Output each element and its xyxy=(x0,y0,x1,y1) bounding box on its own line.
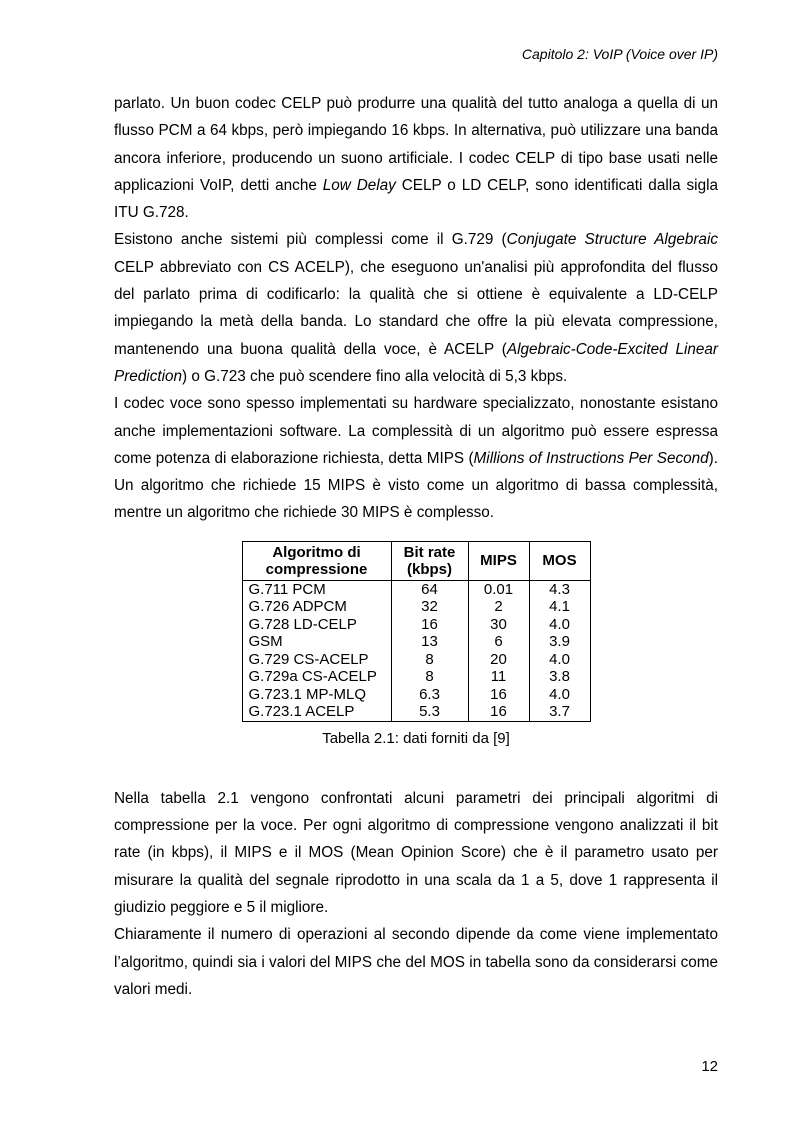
paragraph xyxy=(114,90,718,226)
table-body xyxy=(242,580,590,721)
cell-mips: 2 xyxy=(468,598,529,616)
text-run: CELP abbreviato con CS ACELP), che eseguono un'analisi più approfondita del flusso del parlato prima di codificarlo: la qualità che si ottiene è equivalente a LD-CELP impiegando la metà della banda. Lo standard che offre la più elevata compressione, mantenendo una buona qualità della voce, è ACELP ( xyxy=(114,258,718,358)
text-run: parlato. Un buon codec CELP può produrre una qualità del tutto analoga a quella di un flusso PCM a 64 kbps, però impiegando 16 kbps. In alternativa, può utilizzare una banda ancora inferiore, producendo un suono artificiale. I codec CELP di tipo base usati nelle applicazioni VoIP, detti anche xyxy=(114,95,718,194)
cell-algorithm: G.726 ADPCM xyxy=(242,598,391,616)
text-run: ). Un algoritmo che richiede 15 MIPS è visto come un algoritmo di bassa complessità, mentre un algoritmo che richiede 30 MIPS è complesso. xyxy=(114,449,718,522)
cell-bitrate: 32 xyxy=(391,598,468,616)
cell-mips: 6 xyxy=(468,633,529,651)
cell-mips: 30 xyxy=(468,616,529,634)
table-row xyxy=(242,651,590,669)
text-run: CELP o LD CELP, sono identificati dalla sigla ITU G.728. xyxy=(114,176,718,222)
cell-mos: 4.0 xyxy=(529,651,590,669)
cell-mos: 3.7 xyxy=(529,703,590,721)
paragraph xyxy=(114,226,718,390)
cell-algorithm: G.729a CS-ACELP xyxy=(242,668,391,686)
cell-bitrate: 8 xyxy=(391,651,468,669)
text-run: ) o G.723 che può scendere fino alla velocità di 5,3 kbps. xyxy=(182,367,568,385)
text-run: I codec voce sono spesso implementati su hardware specializzato, nonostante esistano anche implementazioni software. La complessità di un algoritmo può essere espressa come potenza di elaborazione richiesta, detta MIPS ( xyxy=(114,395,718,467)
codec-comparison-table xyxy=(242,541,591,722)
text-run: Nella tabella 2.1 vengono confrontati alcuni parametri dei principali algoritmi di compressione per la voce. Per ogni algoritmo di compressione vengono analizzati il bit rate (in kbps), il MIPS e il MOS (Mean Opinion Score) che è il parametro usato per misurare la qualità del segnale riprodotto in una scala da 1 a 5, dove 1 rappresenta il giudizio peggiore e 5 il migliore. xyxy=(114,789,718,916)
cell-bitrate: 6.3 xyxy=(391,686,468,704)
italic-text: Millions of Instructions Per Second xyxy=(473,449,709,467)
column-header-algorithm: Algoritmo di compressione xyxy=(242,541,391,580)
italic-text: Low Delay xyxy=(322,176,396,194)
cell-bitrate: 5.3 xyxy=(391,703,468,721)
cell-bitrate: 64 xyxy=(391,580,468,598)
table-row xyxy=(242,633,590,651)
cell-mos: 4.0 xyxy=(529,686,590,704)
running-header: Capitolo 2: VoIP (Voice over IP) xyxy=(521,46,718,62)
table-row xyxy=(242,686,590,704)
column-header-mos: MOS xyxy=(529,541,590,580)
paragraph xyxy=(114,785,718,921)
cell-mos: 3.8 xyxy=(529,668,590,686)
table-header-row xyxy=(242,541,590,580)
paragraph xyxy=(114,921,718,1003)
italic-text: Algebraic-Code-Excited Linear Prediction xyxy=(114,340,719,385)
cell-algorithm: GSM xyxy=(242,633,391,651)
cell-bitrate: 13 xyxy=(391,633,468,651)
table-row xyxy=(242,580,590,598)
cell-mips: 20 xyxy=(468,651,529,669)
page-number: 12 xyxy=(701,1058,718,1075)
page-body xyxy=(114,90,718,1003)
text-run: Chiaramente il numero di operazioni al secondo dipende da come viene implementato l’algoritmo, quindi sia i valori del MIPS che del MOS in tabella sono da considerarsi come valori medi. xyxy=(114,926,718,998)
table-row xyxy=(242,616,590,634)
cell-mips: 16 xyxy=(468,703,529,721)
table-row xyxy=(242,668,590,686)
cell-mos: 4.1 xyxy=(529,598,590,616)
cell-mips: 0.01 xyxy=(468,580,529,598)
cell-mos: 3.9 xyxy=(529,633,590,651)
cell-algorithm: G.723.1 MP-MLQ xyxy=(242,686,391,704)
cell-algorithm: G.728 LD-CELP xyxy=(242,616,391,634)
cell-bitrate: 8 xyxy=(391,668,468,686)
italic-text: Conjugate Structure Algebraic xyxy=(506,231,718,249)
column-header-mips: MIPS xyxy=(468,541,529,580)
cell-mos: 4.3 xyxy=(529,580,590,598)
text-run: Esistono anche sistemi più complessi come il G.729 ( xyxy=(114,231,507,249)
cell-algorithm: G.711 PCM xyxy=(242,580,391,598)
table-row xyxy=(242,598,590,616)
cell-mos: 4.0 xyxy=(529,616,590,634)
paragraph xyxy=(114,390,718,526)
cell-mips: 16 xyxy=(468,686,529,704)
cell-algorithm: G.723.1 ACELP xyxy=(242,703,391,721)
cell-bitrate: 16 xyxy=(391,616,468,634)
column-header-bitrate: Bit rate (kbps) xyxy=(391,541,468,580)
cell-mips: 11 xyxy=(468,668,529,686)
table-caption: Tabella 2.1: dati forniti da [9] xyxy=(322,729,510,747)
table-row xyxy=(242,703,590,721)
cell-algorithm: G.729 CS-ACELP xyxy=(242,651,391,669)
